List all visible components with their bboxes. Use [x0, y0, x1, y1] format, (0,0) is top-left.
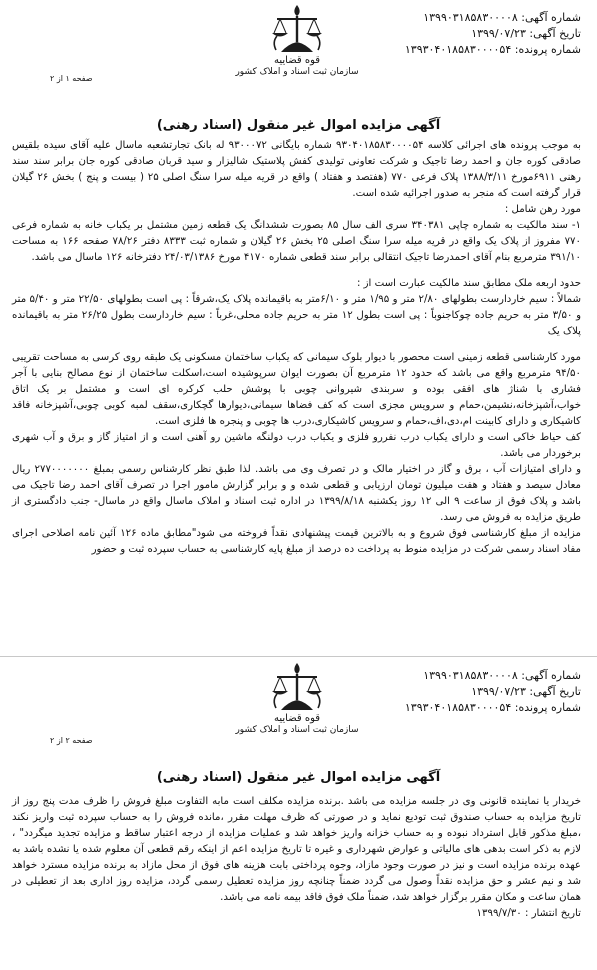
- notice-date: تاریخ آگهی: ۱۳۹۹/۰۷/۲۳: [471, 685, 581, 698]
- notice-meta: [405, 10, 581, 58]
- paragraph-valuation: و دارای امتیازات آب ، برق و گاز در اختیار مالک و در تصرف وی می باشد. لذا طبق نظر کارشناس رسمی بمبلغ ۲۷۷۰۰۰۰۰۰۰ ریال معادل سیصد و هفتاد و هفت میلیون تومان ارزیابی و قطعی شده و و برابر گزارش مامور اجرا در تصرف آقای احمد رضا تاجیک می باشد و پلاک فوق از ساعت ۹ الی ۱۲ روز یکشنبه ۱۳۹۹/۸/۱۸ در اداره ثبت اسناد و املاک ماسال واقع در ماسال- جنب دادگستری از طریق مزایده به فروش می رسد.: [12, 464, 582, 523]
- notice-title: آگهی مزایده اموال غیر منقول (اسناد رهنی): [156, 770, 441, 785]
- notice-number: شماره آگهی: ۱۳۹۹۰۳۱۸۵۸۳۰۰۰۰۸: [423, 11, 581, 24]
- notice-body: [12, 138, 581, 558]
- paragraph-expert-description: مورد کارشناسی قطعه زمینی است محصور با دیوار بلوک سیمانی که یکباب ساختمان مسکونی یک طبقه روی کرسی به مساحت تقریبی ۹۴/۵۰ مترمربع واقع می باشد که حدود ۱۲ مترمربع آن بصورت ایوان سرپوشیده است،اسکلت ساختمان از نوع مصالح بنایی با آجر فشاری با شناژ های افقی بوده و سربندی شیروانی چوبی با پوشش حلب کرکره ای است و مشتمل بر یک اتاق خواب،آشپزخانه،نشیمن،حمام و سرویس مجزی است که کف فضاها سیمانی،دیوارها گچکاری،سقف لمبه کوبی چوبی،آشپزخانه فاقد کاشیکاری و دارای کابینت ام،دی،اف،حمام و سرویس کاشیکاری،درب ها چوبی و پنجره ها فلزی است.: [12, 352, 581, 427]
- notice-meta: [405, 668, 581, 716]
- page-label: صفحه ۲ از ۲: [50, 736, 93, 745]
- org-name-judiciary: قوه قضاییه: [273, 55, 321, 66]
- scales-of-justice-icon: [268, 660, 326, 712]
- paragraph-title-deed: ۱- سند مالکیت به شماره چاپی ۳۴۰۳۸۱ سری الف سال ۸۵ بصورت ششدانگ یک قطعه زمین مشتمل بر یکباب خانه به شماره فرعی ۷۷۰ مفروز از پلاک یک واقع در قریه میله سرا سنگ اصلی ۲۵ بخش ۲۶ گیلان و شماره ثبت ۸۳۳۳ دفتر ۷۸/۲۶ صفحه ۱۶۶ به مساحت ۳۹۱/۱۰ مترمربع بنام آقای احمدرضا تاجیک انتقالی برابر سند قطعی شماره ۴۱۷۰ مورخ ۲۴/۰۳/۱۳۸۶ دفترخانه ۱۲۶ ماسال می باشد.: [12, 220, 581, 263]
- paragraph-collateral-heading: مورد رهن شامل :: [504, 204, 581, 215]
- paragraph-payment-terms: خریدار یا نماینده قانونی وی در جلسه مزایده می باشد .برنده مزایده مکلف است مابه التفاوت مبلغ فروش را ظرف مدت پنج روز از تاریخ مزایده به حساب صندوق ثبت تودیع نماید و در صورتی که ظرف مهلت مقرر ،مانده فروش را به حساب سپرده ثبت واریز نکند ،مبلغ مذکور قابل استرداد نبوده و به حساب خزانه واریز خواهد شد و عملیات مزایده از درجه اعتبار ساقط و مزایده تجدید میگردد" ، لازم به ذکر است بدهی های مالیاتی و عوارض شهرداری و غیره تا تاریخ مزایده اعم از اینکه رقم قطعی آن معلوم شده یا نشده باشد به عهده برنده مزایده است و نیز در صورت وجود مازاد، وجوه پرداختی بابت هزینه های فوق از محل مازاد به برنده مزایده مسترد خواهد شد و نیم عشر و حق مزایده نقداً وصول می گردد ضمناً چنانچه روز مزایده تعطیل رسمی گردد، مزایده روز اداری بعد از تعطیلی در همان ساعت و مکان مقرر برگزار خواهد شد، ضمناً ملک فوق فاقد بیمه نامه می باشد.: [12, 796, 581, 903]
- paragraph-intro: به موجب پرونده های اجرائی کلاسه ۹۳۰۴۰۱۸۵۸۳۰۰۰۰۵۴ شماره بایگانی ۹۳۰۰۰۷۲ له بانک تجارتشعبه ماسال علیه آقای سیده بلقیس صادقی کوره جان و احمد رضا تاجیک و شرکت تعاونی تولیدی کفش پلاستیک شالیزار و سید قربان صادقی کوره جان برابر سند سند رهنی ۶۹۱۱مورخ ۱۳۸۸/۳/۱۱ پلاک فرعی ۷۷۰ (هفتصد و هفتاد ) واقع در قریه میله سرا سنگ اصلی ۲۵ ( بیست و پنج ) بخش ۲۶ گیلان قرار گرفته است که منجر به صدور اجرائیه شده است.: [12, 140, 581, 199]
- paragraph-boundaries-heading: حدود اربعه ملک مطابق سند مالکیت عبارت است از :: [356, 278, 581, 289]
- notice-body: [12, 794, 581, 922]
- paragraph-auction-terms: مزایده از مبلغ کارشناسی فوق شروع و به بالاترین قیمت پیشنهادی نقداً فروخته می شود"مطابق ماده ۱۲۶ آئین نامه اصلاحی اجرای مفاد اسناد رسمی شرکت در مزایده منوط به پرداخت ده درصد از مبلغ پایه کارشناسی به حساب سپرده ثبت و حضور: [12, 528, 581, 555]
- notice-number: شماره آگهی: ۱۳۹۹۰۳۱۸۵۸۳۰۰۰۰۸: [423, 669, 581, 682]
- notice-sheet-2: [0, 660, 597, 970]
- org-name-registration: سازمان ثبت اسناد و املاک کشور: [235, 67, 359, 77]
- paragraph-yard: کف حیاط خاکی است و دارای یکباب درب نفررو فلزی و یکباب درب دولنگه ماشین رو آهنی است و از امتیاز گاز و برق و آب شهری برخوردار می باشد.: [12, 432, 581, 459]
- paragraph-boundaries: شمالاً : سیم خاردارست بطولهای ۲/۸۰ متر و ۱/۹۵ متر و ۶/۱۰متر به باقیمانده پلاک یک،شرقاً : پی است بطولهای ۲۲/۵۰ متر و ۵/۴۰ متر و ۳/۵۰ متر به حریم جاده چوکاجنوباً : پی است بطول ۱۲ متر به حریم جاده محلی،غرباً : سیم خاردارست بطول ۲۶/۲۵ متر به باقیمانده پلاک یک: [12, 294, 581, 337]
- page-label: صفحه ۱ از ۲: [50, 74, 93, 83]
- sheet-divider: [0, 656, 597, 657]
- case-number: شماره پرونده: ۱۳۹۳۰۴۰۱۸۵۸۳۰۰۰۰۵۴: [404, 701, 581, 714]
- judiciary-emblem: [232, 660, 362, 736]
- org-name-judiciary: قوه قضاییه: [273, 713, 321, 724]
- scales-of-justice-icon: [268, 2, 326, 54]
- org-name-registration: سازمان ثبت اسناد و املاک کشور: [235, 725, 359, 735]
- case-number: شماره پرونده: ۱۳۹۳۰۴۰۱۸۵۸۳۰۰۰۰۵۴: [404, 43, 581, 56]
- judiciary-emblem: [232, 2, 362, 78]
- publication-date: تاریخ انتشار : ۱۳۹۹/۷/۳۰: [476, 908, 581, 919]
- notice-title: آگهی مزایده اموال غیر منقول (اسناد رهنی): [156, 118, 441, 133]
- notice-date: تاریخ آگهی: ۱۳۹۹/۰۷/۲۳: [471, 27, 581, 40]
